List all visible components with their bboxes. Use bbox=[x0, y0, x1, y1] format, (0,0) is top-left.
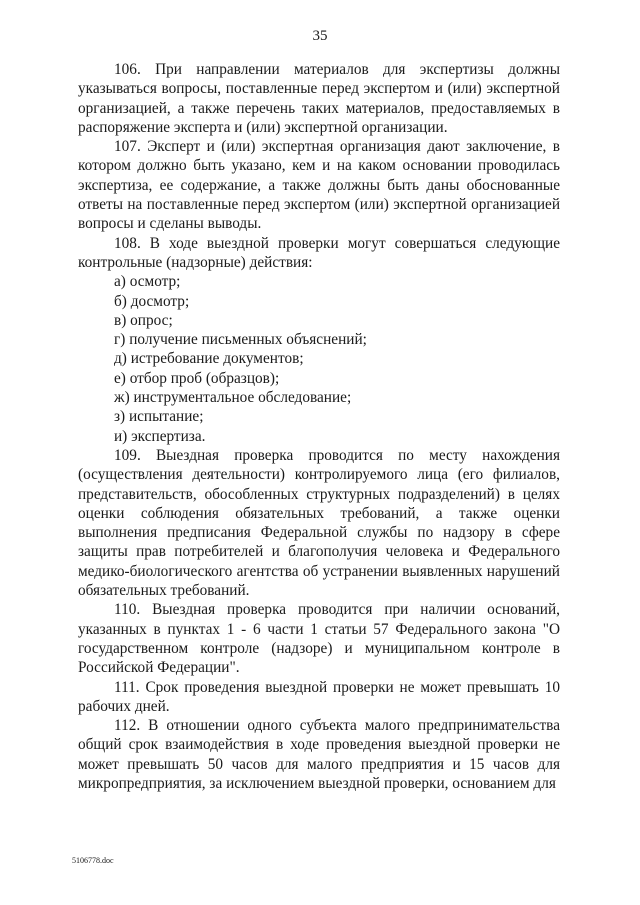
list-item-d: д) истребование документов; bbox=[114, 350, 304, 368]
paragraph-110: 110. Выездная проверка проводится при наличии оснований, указанных в пунктах 1 - 6 части 1 статьи 57 Федерального закона "О государственном контроле (надзоре) и муниципальном контроле в Российской Федерации". bbox=[78, 601, 560, 677]
document-file-reference: 5106778.doc bbox=[72, 856, 114, 865]
list-item-v: в) опрос; bbox=[114, 311, 173, 329]
list-item-z: з) испытание; bbox=[114, 408, 204, 426]
list-item-zh: ж) инструментальное обследование; bbox=[114, 389, 352, 407]
paragraph-106: 106. При направлении материалов для экспертизы должны указываться вопросы, поставленные перед экспертом и (или) экспертной организацией, а также перечень таких материалов, предоставляемых в распоряжение эксперта и (или) экспертной организации. bbox=[78, 61, 560, 136]
page-number: 35 bbox=[312, 28, 328, 44]
paragraph-107: 107. Эксперт и (или) экспертная организация дают заключение, в котором должно быть указано, кем и на каком основании проводилась экспертиза, ее содержание, а также должны быть даны обоснованные ответы на поставленные перед экспертом (или) экспертной организацией вопросы и сделаны выводы. bbox=[78, 138, 560, 233]
list-item-a: а) осмотр; bbox=[114, 273, 181, 291]
paragraph-111: 111. Срок проведения выездной проверки не может превышать 10 рабочих дней. bbox=[78, 678, 560, 715]
list-item-i: и) экспертиза. bbox=[114, 427, 206, 445]
list-item-b: б) досмотр; bbox=[114, 292, 190, 310]
list-item-e: е) отбор проб (образцов); bbox=[114, 369, 280, 387]
document-body bbox=[78, 60, 560, 793]
paragraph-109: 109. Выездная проверка проводится по месту нахождения (осуществления деятельности) контролируемого лица (его филиалов, представительств, обособленных структурных подразделений) в целях оценки соблюдения обязательных требований, а также оценки выполнения предписания Федеральной службы по надзору в сфере защиты прав потребителей и благополучия человека и Федерального медико-биологического агентства об устранении выявленных нарушений обязательных требований. bbox=[78, 446, 560, 600]
paragraph-112: 112. В отношении одного субъекта малого предпринимательства общий срок взаимодействия в ходе проведения выездной проверки не может превышать 50 часов для малого предприятия и 15 часов для микропредприятия, за исключением выездной проверки, основанием для bbox=[78, 717, 560, 792]
list-item-g: г) получение письменных объяснений; bbox=[114, 331, 367, 349]
paragraph-108: 108. В ходе выездной проверки могут совершаться следующие контрольные (надзорные) действия: bbox=[78, 234, 560, 271]
